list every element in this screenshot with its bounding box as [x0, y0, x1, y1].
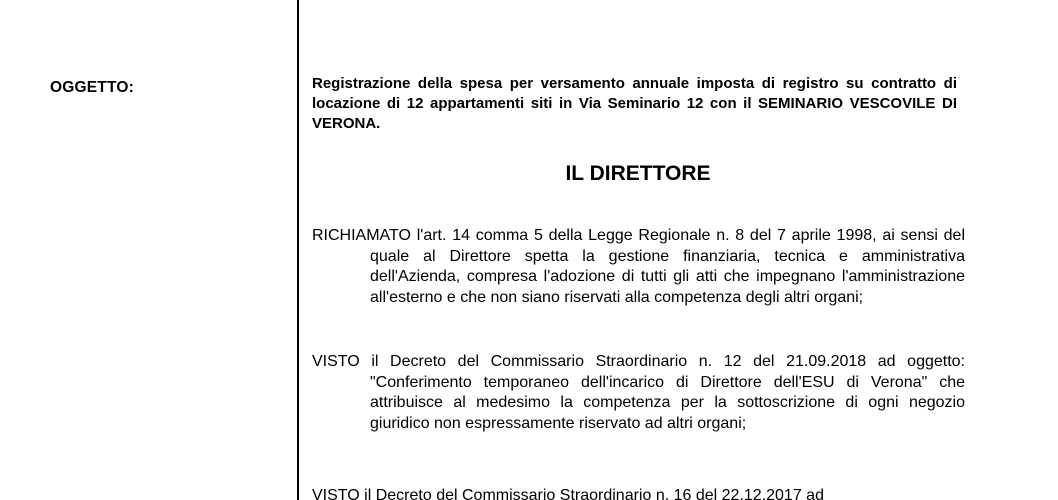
- section-heading: IL DIRETTORE: [565, 162, 711, 185]
- paragraph-visto-decreto-16: VISTO il Decreto del Commissario Straordinario n. 16 del 22.12.2017 ad: [312, 487, 824, 500]
- paragraph-visto-decreto-12: VISTO il Decreto del Commissario Straordinario n. 12 del 21.09.2018 ad oggetto: "Conferimento temporaneo dell'incarico di Direttore dell'ESU di Verona" che attribuisce al medesimo la competenza per la sottoscrizione di ogni negozio giuridico non espressamente riservato ad altri organi;: [312, 353, 965, 432]
- oggetto-label: OGGETTO:: [50, 79, 134, 96]
- oggetto-text: Registrazione della spesa per versamento annuale imposta di registro su contratto di locazione di 12 appartamenti siti in Via Seminario 12 con il SEMINARIO VESCOVILE DI VERONA.: [312, 75, 957, 132]
- paragraph-richiamato: RICHIAMATO l'art. 14 comma 5 della Legge Regionale n. 8 del 7 aprile 1998, ai sensi del quale al Direttore spetta la gestione finanziaria, tecnica e amministrativa dell'Azienda, compresa l'adozione di tutti gli atti che impegnano l'amministrazione all'esterno e che non siano riservati alla competenza degli altri organi;: [312, 227, 965, 306]
- column-divider: [297, 0, 299, 500]
